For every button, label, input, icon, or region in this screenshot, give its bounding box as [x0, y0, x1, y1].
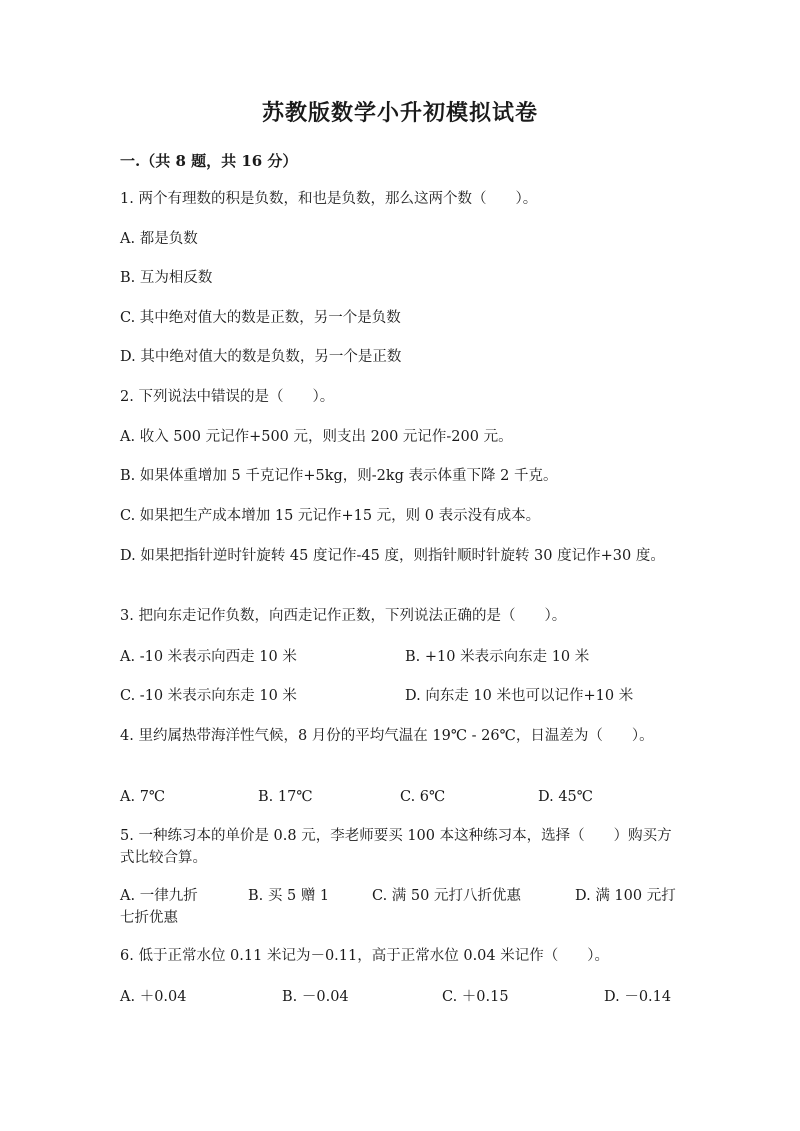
q2-stem: 2. 下列说法中错误的是（ ）。: [120, 389, 335, 405]
q3-option-a: A. -10 米表示向西走 10 米: [120, 649, 297, 665]
q4-option-d: D. 45℃: [538, 789, 593, 805]
q1-option-a: A. 都是负数: [120, 231, 198, 247]
q2-option-a: A. 收入 500 元记作+500 元，则支出 200 元记作-200 元。: [120, 429, 513, 445]
q6-option-b: B. －0.04: [282, 989, 349, 1005]
q4-option-a: A. 7℃: [120, 789, 166, 805]
q1-option-d: D. 其中绝对值大的数是负数，另一个是正数: [120, 349, 402, 365]
q3-option-b: B. +10 米表示向东走 10 米: [405, 649, 590, 665]
q5-option-a: A. 一律九折: [120, 888, 198, 904]
q3-option-c: C. -10 米表示向东走 10 米: [120, 688, 297, 704]
q1-option-b: B. 互为相反数: [120, 270, 213, 286]
q5-option-c: C. 满 50 元打八折优惠: [372, 888, 521, 904]
page-title: 苏教版数学小升初模拟试卷: [261, 100, 538, 126]
q6-option-a: A. ＋0.04: [120, 989, 187, 1005]
section-heading: 一.（共 8 题，共 16 分）: [120, 152, 298, 170]
q4-stem: 4. 里约属热带海洋性气候，8 月份的平均气温在 19℃ - 26℃，日温差为（ ）。: [120, 728, 654, 744]
q5-stem: 5. 一种练习本的单价是 0.8 元，李老师要买 100 本这种练习本，选择（ ）购买方式比较合算。: [120, 828, 672, 866]
q2-option-d: D. 如果把指针逆时针旋转 45 度记作-45 度，则指针顺时针旋转 30 度记作+30 度。: [120, 548, 665, 564]
q3-stem: 3. 把向东走记作负数，向西走记作正数，下列说法正确的是（ ）。: [120, 608, 567, 624]
q2-option-c: C. 如果把生产成本增加 15 元记作+15 元，则 0 表示没有成本。: [120, 508, 541, 524]
q4-option-b: B. 17℃: [258, 789, 313, 805]
q6-option-d: D. －0.14: [604, 989, 672, 1005]
q4-option-c: C. 6℃: [400, 789, 446, 805]
q3-option-d: D. 向东走 10 米也可以记作+10 米: [405, 688, 634, 704]
q1-stem: 1. 两个有理数的积是负数，和也是负数，那么这两个数（ ）。: [120, 191, 538, 207]
q5-option-d: D. 满 100 元打七折优惠: [120, 888, 676, 926]
q6-stem: 6. 低于正常水位 0.11 米记为－0.11，高于正常水位 0.04 米记作（ ）。: [120, 948, 609, 964]
q5-option-b: B. 买 5 赠 1: [248, 888, 330, 904]
q2-option-b: B. 如果体重增加 5 千克记作+5kg，则-2kg 表示体重下降 2 千克。: [120, 468, 558, 484]
q6-option-c: C. ＋0.15: [442, 989, 509, 1005]
q1-option-c: C. 其中绝对值大的数是正数，另一个是负数: [120, 310, 401, 326]
